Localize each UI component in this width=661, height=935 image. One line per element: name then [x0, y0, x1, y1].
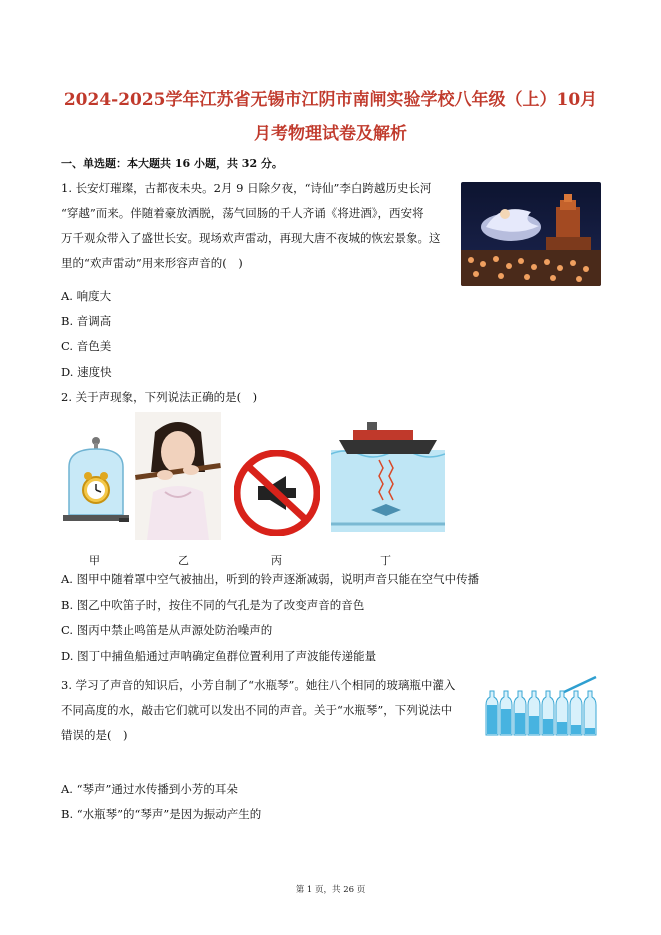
- water-bottles-illustration: [484, 675, 600, 737]
- question-2-option-a: A. 图甲中随着罩中空气被抽出，听到的铃声逐渐减弱，说明声音只能在空气中传播: [61, 572, 480, 586]
- question-3-stem: [61, 673, 471, 748]
- page-footer: 第 1 页，共 26 页: [295, 885, 366, 895]
- question-1-line: 里的“欢声雷动”用来形容声音的( ): [61, 256, 243, 270]
- exam-title-line-2: 月考物理试卷及解析: [254, 124, 407, 144]
- exam-title-line-1: 2024-2025学年江苏省无锡市江阴市南闸实验学校八年级（上）10月: [63, 90, 598, 110]
- question-3-line: 3. 学习了声音的知识后，小芳自制了“水瓶琴”。她往八个相同的玻璃瓶中灌入: [61, 678, 456, 692]
- caption-yi: 乙: [178, 554, 189, 567]
- bell-jar-illustration: [61, 435, 131, 525]
- question-1-line: “穿越”而来。伴随着豪放洒脱，荡气回肠的千人齐诵《将进酒》，西安将: [61, 206, 424, 220]
- question-1-stem: [61, 176, 446, 276]
- question-1-option-d: D. 速度快: [61, 365, 112, 379]
- question-2-option-b: B. 图乙中吹笛子时，按住不同的气孔是为了改变声音的音色: [61, 598, 365, 612]
- question-1-option-b: B. 音调高: [61, 314, 112, 328]
- flute-player-photo: [135, 412, 221, 540]
- question-3-option-a: A. “琴声”通过水传播到小芳的耳朵: [61, 782, 238, 796]
- section-heading: 一、单选题：本大题共 16 小题，共 32 分。: [61, 157, 283, 170]
- no-honking-sign: [234, 450, 320, 536]
- night-show-photo: [461, 182, 601, 286]
- caption-ding: 丁: [380, 554, 391, 567]
- question-3-line: 错误的是( ): [61, 728, 128, 742]
- question-2-option-d: D. 图丁中捕鱼船通过声呐确定鱼群位置利用了声波能传递能量: [61, 649, 377, 663]
- question-2-stem: 2. 关于声现象，下列说法正确的是( ): [61, 390, 258, 404]
- question-1-line: 万千观众带入了盛世长安。现场欢声雷动，再现大唐不夜城的恢宏景象。这: [61, 231, 441, 245]
- caption-bing: 丙: [271, 554, 282, 567]
- question-1-option-c: C. 音色美: [61, 339, 112, 353]
- question-3-line: 不同高度的水，敲击它们就可以发出不同的声音。关于“水瓶琴”，下列说法中: [61, 703, 453, 717]
- caption-jia: 甲: [89, 554, 100, 567]
- question-3-option-b: B. “水瓶琴”的“琴声”是因为振动产生的: [61, 807, 262, 821]
- question-1-line: 1. 长安灯璀璨，古都夜未央。2月 9 日除夕夜，“诗仙”李白跨越历史长河: [61, 181, 432, 195]
- question-2-option-c: C. 图丙中禁止鸣笛是从声源处防治噪声的: [61, 623, 273, 637]
- question-1-option-a: A. 响度大: [61, 289, 112, 303]
- sonar-ship-illustration: [331, 412, 445, 532]
